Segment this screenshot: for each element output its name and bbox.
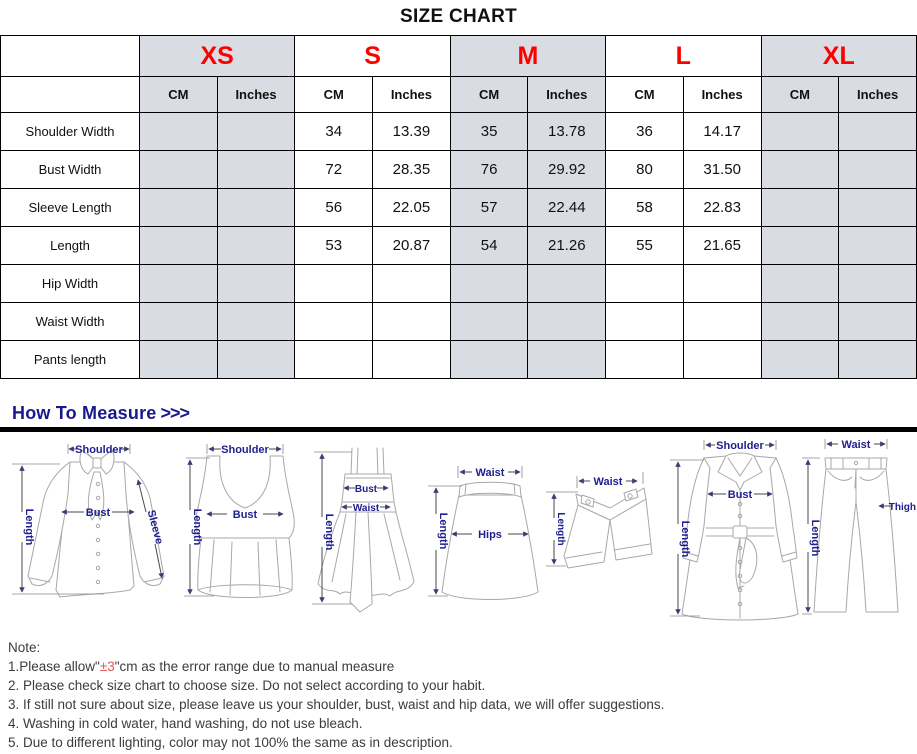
pants-right-leg [856, 469, 898, 612]
value-cell [606, 341, 684, 379]
value-cell [140, 341, 218, 379]
value-cell [839, 189, 917, 227]
value-cell: 22.05 [373, 189, 451, 227]
size-header-s: S [295, 36, 450, 77]
value-cell: 35 [450, 113, 528, 151]
row-label: Bust Width [1, 151, 140, 189]
blouse-sleeve-label: Sleeve [144, 508, 166, 546]
coat-bust-label: Bust [727, 489, 753, 501]
value-cell [140, 227, 218, 265]
value-cell [295, 265, 373, 303]
value-cell [528, 265, 606, 303]
note-line-1: 1.Please allow"±3"cm as the error range due to manual measure [8, 659, 395, 674]
size-header-m: M [450, 36, 605, 77]
note-line-3: 3. If still not sure about size, please leave us your shoulder, bust, waist and hip data, we will offer suggestions. [8, 697, 665, 712]
skirt-hips-label: Hips [478, 529, 502, 541]
value-cell: 21.65 [683, 227, 761, 265]
pants-waistband [825, 458, 887, 469]
value-cell [839, 151, 917, 189]
measurement-diagrams [0, 432, 917, 632]
value-cell: 76 [450, 151, 528, 189]
row-label: Pants length [1, 341, 140, 379]
row-label: Sleeve Length [1, 189, 140, 227]
value-cell [140, 303, 218, 341]
value-cell: 53 [295, 227, 373, 265]
value-cell [373, 265, 451, 303]
value-cell: 13.39 [373, 113, 451, 151]
blouse-length-label: Length [23, 508, 35, 546]
unit-header-m-inches: Inches [528, 77, 606, 113]
unit-header-xs-cm: CM [140, 77, 218, 113]
unit-header-l-cm: CM [606, 77, 684, 113]
value-cell [761, 303, 839, 341]
dress-bust-label: Bust [354, 484, 378, 495]
value-cell [839, 303, 917, 341]
diagram-blouse [12, 444, 165, 597]
notes-section [8, 638, 917, 752]
size-header-row [1, 36, 917, 77]
dress-waist-label: Waist [352, 503, 380, 514]
value-cell [140, 189, 218, 227]
value-cell [295, 303, 373, 341]
value-cell [761, 265, 839, 303]
value-cell [528, 303, 606, 341]
unit-header-s-cm: CM [295, 77, 373, 113]
row-label: Shoulder Width [1, 113, 140, 151]
size-header-l: L [606, 36, 761, 77]
blouse-shoulder-label: Shoulder [75, 444, 123, 456]
value-cell [217, 151, 295, 189]
unit-header-s-inches: Inches [373, 77, 451, 113]
diagram-skirt [428, 466, 538, 600]
value-cell [450, 341, 528, 379]
value-cell: 22.83 [683, 189, 761, 227]
value-cell: 20.87 [373, 227, 451, 265]
tank-top-length-label: Length [191, 508, 203, 546]
value-cell [683, 303, 761, 341]
size-chart-table [0, 35, 917, 379]
pants-waist-label: Waist [841, 439, 871, 451]
value-cell [140, 113, 218, 151]
blouse-bust-label: Bust [85, 507, 111, 519]
value-cell [217, 341, 295, 379]
diagram-coat [670, 440, 798, 620]
shorts-waist-label: Waist [593, 476, 623, 488]
value-cell [761, 341, 839, 379]
value-cell [528, 341, 606, 379]
value-cell [450, 303, 528, 341]
corner-cell [1, 77, 140, 113]
skirt-length-label: Length [437, 512, 449, 550]
skirt-body [442, 495, 538, 600]
size-header-xl: XL [761, 36, 917, 77]
value-cell [373, 303, 451, 341]
value-cell: 57 [450, 189, 528, 227]
value-cell: 80 [606, 151, 684, 189]
size-header-xs: XS [140, 36, 295, 77]
value-cell: 28.35 [373, 151, 451, 189]
value-cell: 54 [450, 227, 528, 265]
value-cell [140, 265, 218, 303]
unit-header-xs-inches: Inches [217, 77, 295, 113]
unit-header-l-inches: Inches [683, 77, 761, 113]
value-cell [606, 265, 684, 303]
value-cell [761, 227, 839, 265]
pants-thigh-label: Thigh [888, 502, 916, 513]
value-cell [839, 341, 917, 379]
value-cell: 21.26 [528, 227, 606, 265]
value-cell: 56 [295, 189, 373, 227]
table-row [1, 189, 917, 227]
coat-shoulder-label: Shoulder [716, 440, 764, 452]
value-cell [217, 189, 295, 227]
table-row [1, 151, 917, 189]
shorts-length-label: Length [555, 512, 566, 546]
table-row [1, 265, 917, 303]
row-label: Hip Width [1, 265, 140, 303]
error-range-value: ±3 [99, 659, 115, 674]
value-cell [217, 227, 295, 265]
table-row [1, 341, 917, 379]
value-cell [761, 151, 839, 189]
row-label: Waist Width [1, 303, 140, 341]
value-cell: 31.50 [683, 151, 761, 189]
table-row [1, 227, 917, 265]
diagram-shorts [546, 472, 652, 568]
value-cell [839, 227, 917, 265]
value-cell [683, 341, 761, 379]
table-row [1, 303, 917, 341]
value-cell [217, 113, 295, 151]
value-cell [295, 341, 373, 379]
pants-length-label: Length [809, 519, 821, 557]
value-cell [839, 265, 917, 303]
value-cell [761, 189, 839, 227]
note-line-4: 4. Washing in cold water, hand washing, do not use bleach. [8, 716, 363, 731]
value-cell: 55 [606, 227, 684, 265]
value-cell [450, 265, 528, 303]
coat-length-label: Length [679, 520, 691, 558]
value-cell [683, 265, 761, 303]
tank-top-shoulder-label: Shoulder [221, 444, 269, 456]
how-to-measure-heading [12, 403, 917, 424]
value-cell [140, 151, 218, 189]
row-label: Length [1, 227, 140, 265]
value-cell [217, 265, 295, 303]
dress-length-label: Length [323, 513, 335, 551]
value-cell [839, 113, 917, 151]
notes-heading: Note: [8, 640, 41, 655]
value-cell: 34 [295, 113, 373, 151]
tank-top-body [196, 456, 294, 598]
table-row [1, 113, 917, 151]
value-cell [217, 303, 295, 341]
value-cell [606, 303, 684, 341]
unit-header-m-cm: CM [450, 77, 528, 113]
triple-chevron-icon: >>> [160, 403, 190, 423]
note-line-2: 2. Please check size chart to choose size. Do not select according to your habit. [8, 678, 486, 693]
value-cell: 72 [295, 151, 373, 189]
unit-header-row [1, 77, 917, 113]
skirt-waist-label: Waist [475, 467, 505, 479]
value-cell [373, 341, 451, 379]
tank-top-bust-label: Bust [232, 509, 258, 521]
unit-header-xl-cm: CM [761, 77, 839, 113]
corner-cell [1, 36, 140, 77]
value-cell [761, 113, 839, 151]
diagram-tank-top [184, 444, 294, 598]
unit-header-xl-inches: Inches [839, 77, 917, 113]
diagram-dress [312, 448, 414, 612]
value-cell: 13.78 [528, 113, 606, 151]
value-cell: 14.17 [683, 113, 761, 151]
how-to-measure-text: How To Measure [12, 403, 157, 423]
page-title: SIZE CHART [400, 6, 517, 27]
value-cell: 29.92 [528, 151, 606, 189]
value-cell: 36 [606, 113, 684, 151]
value-cell: 58 [606, 189, 684, 227]
diagram-pants [802, 439, 916, 614]
value-cell: 22.44 [528, 189, 606, 227]
note-line-5: 5. Due to different lighting, color may not 100% the same as in description. [8, 735, 453, 750]
